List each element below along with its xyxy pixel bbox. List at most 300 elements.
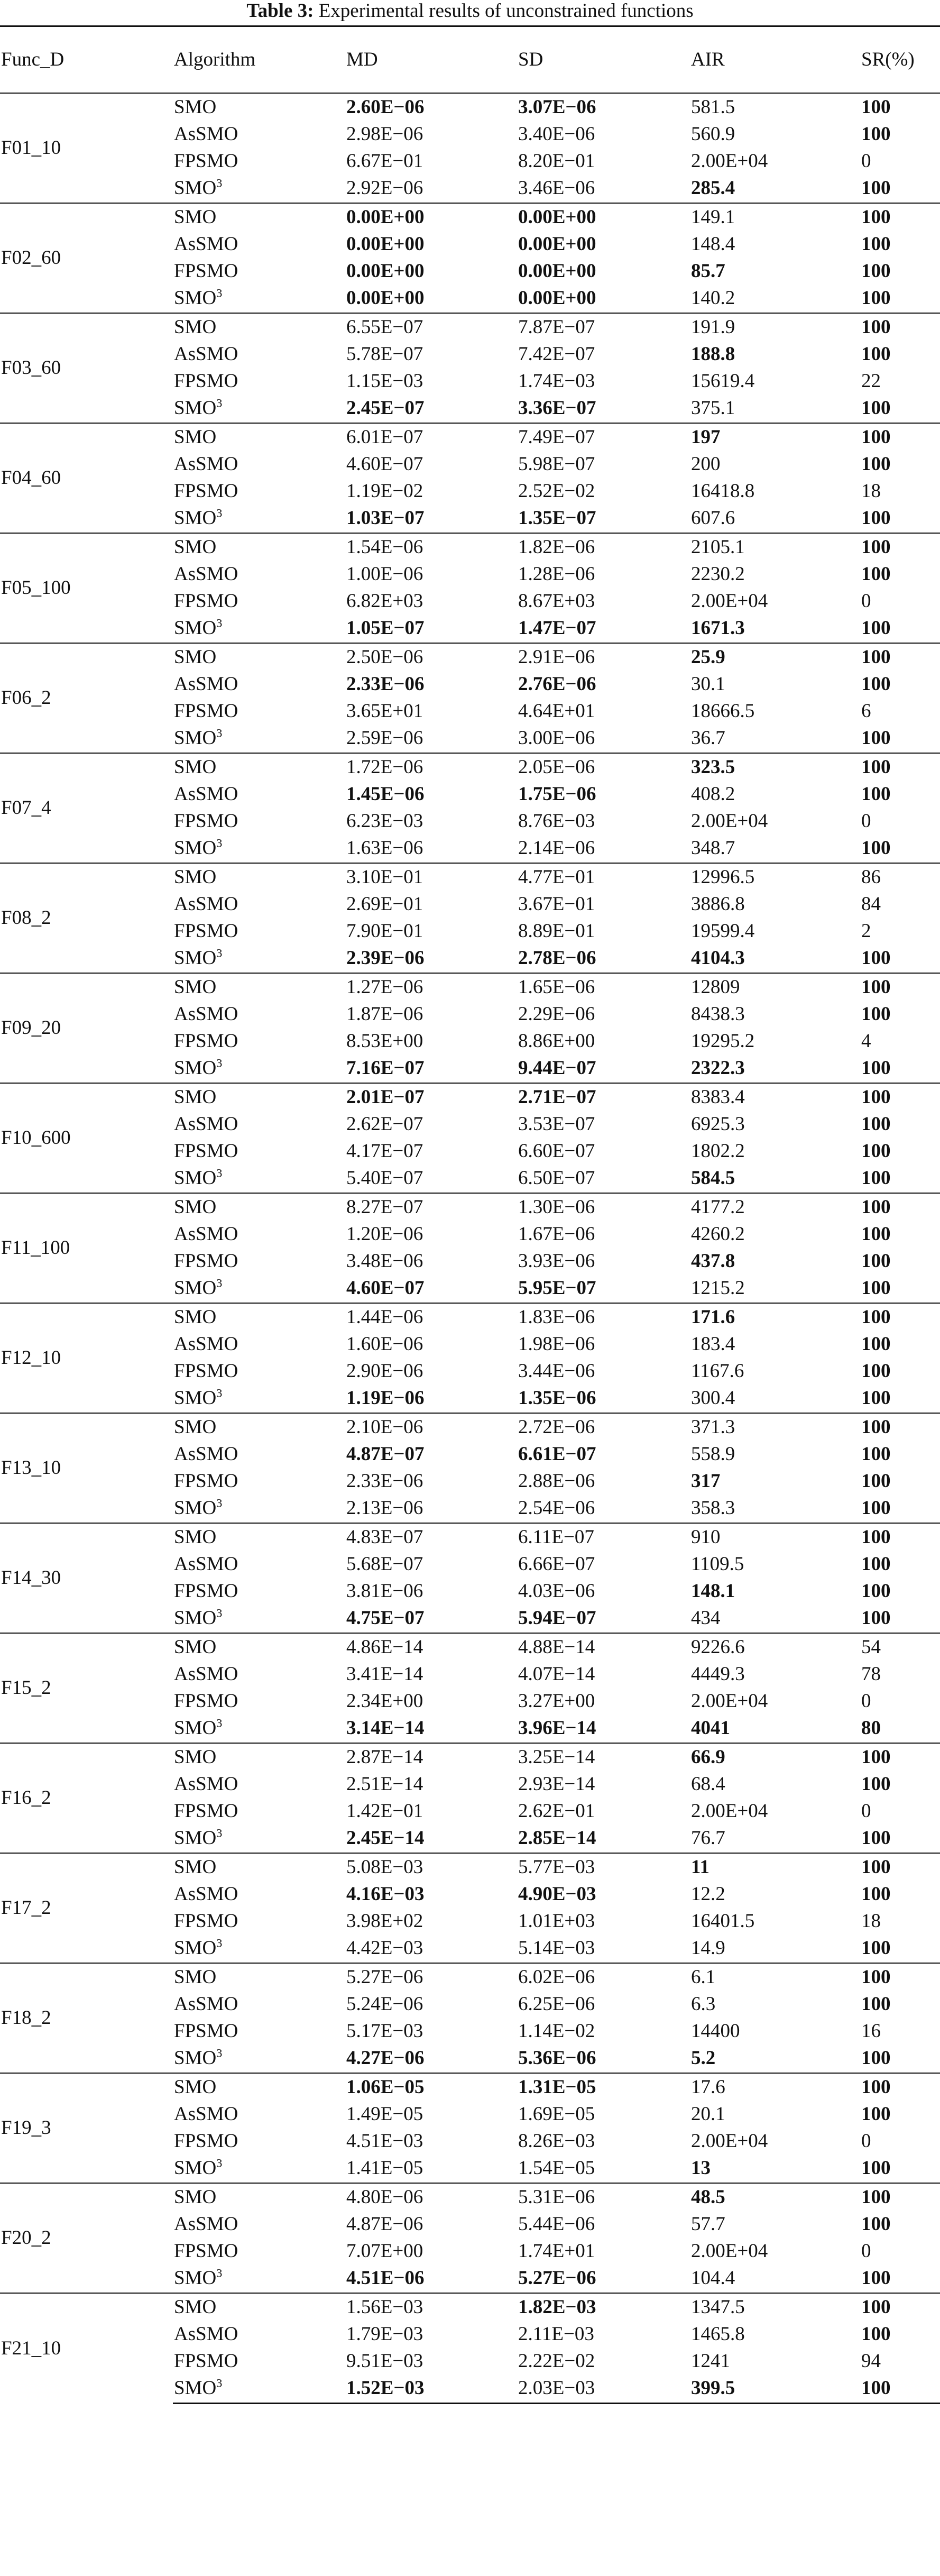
sd-cell: 2.88E−06 bbox=[518, 1470, 595, 1492]
md-cell: 1.42E−01 bbox=[346, 1800, 423, 1822]
sd-cell: 2.76E−06 bbox=[518, 673, 596, 695]
md-cell: 4.16E−03 bbox=[346, 1883, 425, 1905]
algorithm-cell: AsSMO bbox=[174, 1223, 238, 1245]
table-row bbox=[0, 2183, 940, 2211]
algorithm-superscript: 3 bbox=[216, 1056, 223, 1070]
md-cell: 3.41E−14 bbox=[346, 1663, 423, 1685]
sr-cell: 100 bbox=[861, 507, 891, 529]
algorithm-cell: FPSMO bbox=[174, 150, 238, 172]
md-cell: 4.87E−07 bbox=[346, 1443, 425, 1465]
md-cell: 5.08E−03 bbox=[345, 1853, 517, 1881]
air-cell: 104.4 bbox=[691, 2267, 735, 2289]
air-cell: 2.00E+04 bbox=[691, 1690, 768, 1712]
air-cell: 2230.2 bbox=[691, 563, 745, 585]
air-cell: 18666.5 bbox=[691, 700, 755, 722]
sd-cell: 7.49E−07 bbox=[517, 423, 690, 451]
md-cell: 7.90E−01 bbox=[346, 920, 423, 942]
sr-cell: 100 bbox=[861, 1167, 891, 1189]
md-cell: 4.86E−14 bbox=[345, 1633, 517, 1661]
air-cell: 197 bbox=[690, 423, 860, 451]
algorithm-cell: SMO bbox=[173, 753, 345, 781]
sd-cell: 0.00E+00 bbox=[518, 287, 596, 309]
sr-cell: 100 bbox=[860, 643, 940, 671]
sd-cell: 5.44E−06 bbox=[518, 2213, 595, 2235]
air-cell: 191.9 bbox=[690, 313, 860, 341]
algorithm-cell: AsSMO bbox=[174, 1443, 238, 1465]
md-cell: 2.39E−06 bbox=[346, 947, 425, 969]
table-row bbox=[0, 2293, 940, 2321]
md-cell: 6.55E−07 bbox=[345, 313, 517, 341]
func-cell: F12_10 bbox=[0, 1303, 173, 1413]
air-cell: 148.4 bbox=[691, 233, 735, 255]
md-cell: 1.19E−06 bbox=[346, 1387, 425, 1409]
air-cell: 300.4 bbox=[691, 1387, 735, 1409]
md-cell: 2.10E−06 bbox=[345, 1413, 517, 1441]
md-cell: 1.15E−03 bbox=[346, 370, 423, 392]
air-cell: 408.2 bbox=[691, 783, 735, 805]
sr-cell: 16 bbox=[861, 2020, 881, 2042]
md-cell: 4.83E−07 bbox=[345, 1523, 517, 1551]
sd-cell: 4.77E−01 bbox=[517, 863, 690, 891]
md-cell: 2.92E−06 bbox=[346, 177, 423, 199]
algorithm-cell: FPSMO bbox=[174, 810, 238, 832]
md-cell: 6.01E−07 bbox=[345, 423, 517, 451]
algorithm-cell: SMO$^3$ bbox=[174, 2156, 223, 2179]
md-cell: 7.07E+00 bbox=[346, 2240, 423, 2262]
md-cell: 2.01E−07 bbox=[345, 1083, 517, 1111]
algorithm-superscript: 3 bbox=[216, 1496, 223, 1510]
sd-cell: 3.25E−14 bbox=[517, 1743, 690, 1771]
air-cell: 76.7 bbox=[691, 1827, 725, 1849]
sr-cell: 0 bbox=[861, 810, 871, 832]
sd-cell: 0.00E+00 bbox=[518, 260, 596, 282]
func-cell: F05_100 bbox=[0, 533, 173, 643]
md-cell: 0.00E+00 bbox=[345, 203, 517, 231]
sr-cell: 100 bbox=[861, 1057, 891, 1079]
algorithm-superscript: 3 bbox=[216, 616, 223, 630]
sr-cell: 100 bbox=[861, 2267, 891, 2289]
algorithm-cell: SMO$^3$ bbox=[174, 1716, 223, 1739]
algorithm-superscript: 3 bbox=[216, 396, 223, 410]
md-cell: 5.27E−06 bbox=[345, 1963, 517, 1991]
air-cell: 581.5 bbox=[690, 93, 860, 121]
algorithm-cell: SMO$^3$ bbox=[174, 1496, 223, 1519]
sr-cell: 100 bbox=[861, 1140, 891, 1162]
sr-cell: 0 bbox=[861, 1800, 871, 1822]
sd-cell: 2.14E−06 bbox=[518, 837, 595, 859]
md-cell: 1.41E−05 bbox=[346, 2157, 423, 2179]
md-cell: 5.24E−06 bbox=[346, 1993, 423, 2015]
sd-cell: 1.28E−06 bbox=[518, 563, 595, 585]
air-cell: 4449.3 bbox=[691, 1663, 745, 1685]
func-cell: F21_10 bbox=[0, 2293, 173, 2404]
sd-cell: 3.53E−07 bbox=[518, 1113, 595, 1135]
algorithm-superscript: 3 bbox=[216, 1716, 223, 1730]
md-cell: 5.78E−07 bbox=[346, 343, 423, 365]
algorithm-cell: AsSMO bbox=[174, 1883, 238, 1905]
algorithm-cell: AsSMO bbox=[174, 343, 238, 365]
md-cell: 2.34E+00 bbox=[346, 1690, 423, 1712]
sr-cell: 100 bbox=[860, 1963, 940, 1991]
sr-cell: 0 bbox=[861, 1690, 871, 1712]
func-cell: F02_60 bbox=[0, 203, 173, 313]
algorithm-cell: FPSMO bbox=[174, 1800, 238, 1822]
algorithm-cell: SMO$^3$ bbox=[174, 836, 223, 859]
sd-cell: 2.93E−14 bbox=[518, 1773, 595, 1795]
algorithm-cell: AsSMO bbox=[174, 2323, 238, 2345]
sd-cell: 2.85E−14 bbox=[518, 1827, 596, 1849]
md-cell: 4.87E−06 bbox=[346, 2213, 423, 2235]
air-cell: 348.7 bbox=[691, 837, 735, 859]
md-cell: 2.45E−07 bbox=[346, 397, 425, 419]
air-cell: 148.1 bbox=[691, 1580, 735, 1602]
sr-cell: 100 bbox=[861, 2323, 891, 2345]
table-row bbox=[0, 533, 940, 561]
algorithm-cell: FPSMO bbox=[174, 1910, 238, 1932]
func-cell: F18_2 bbox=[0, 1963, 173, 2073]
table-row bbox=[0, 1083, 940, 1111]
sd-cell: 4.90E−03 bbox=[518, 1883, 596, 1905]
algorithm-cell: AsSMO bbox=[174, 893, 238, 915]
sd-cell: 3.44E−06 bbox=[518, 1360, 595, 1382]
sd-cell: 5.31E−06 bbox=[517, 2183, 690, 2211]
sr-cell: 22 bbox=[861, 370, 881, 392]
sd-cell: 2.78E−06 bbox=[518, 947, 596, 969]
air-cell: 6.3 bbox=[691, 1993, 716, 2015]
sd-cell: 1.83E−06 bbox=[517, 1303, 690, 1331]
air-cell: 36.7 bbox=[691, 727, 725, 749]
air-cell: 2322.3 bbox=[691, 1057, 745, 1079]
algorithm-cell: SMO bbox=[173, 1523, 345, 1551]
sr-cell: 100 bbox=[861, 837, 891, 859]
algorithm-cell: AsSMO bbox=[174, 2213, 238, 2235]
sr-cell: 100 bbox=[861, 343, 891, 365]
md-cell: 5.17E−03 bbox=[346, 2020, 423, 2042]
air-cell: 188.8 bbox=[691, 343, 735, 365]
sr-cell: 100 bbox=[860, 1523, 940, 1551]
algorithm-cell: SMO bbox=[173, 2073, 345, 2101]
header-air: AIR bbox=[690, 26, 860, 93]
md-cell: 2.69E−01 bbox=[346, 893, 423, 915]
algorithm-cell: SMO$^3$ bbox=[174, 176, 223, 199]
md-cell: 1.03E−07 bbox=[346, 507, 425, 529]
header-md: MD bbox=[345, 26, 517, 93]
sd-cell: 1.35E−06 bbox=[518, 1387, 596, 1409]
sd-cell: 1.65E−06 bbox=[517, 973, 690, 1001]
sr-cell: 100 bbox=[861, 397, 891, 419]
md-cell: 4.60E−07 bbox=[346, 1277, 425, 1299]
air-cell: 68.4 bbox=[691, 1773, 725, 1795]
table-row bbox=[0, 93, 940, 121]
md-cell: 1.87E−06 bbox=[346, 1003, 423, 1025]
func-cell: F17_2 bbox=[0, 1853, 173, 1963]
algorithm-superscript: 3 bbox=[216, 1936, 223, 1950]
md-cell: 1.44E−06 bbox=[345, 1303, 517, 1331]
sd-cell: 1.74E+01 bbox=[518, 2240, 595, 2262]
sr-cell: 100 bbox=[860, 1083, 940, 1111]
air-cell: 607.6 bbox=[691, 507, 735, 529]
sd-cell: 3.00E−06 bbox=[518, 727, 595, 749]
sr-cell: 100 bbox=[861, 617, 891, 639]
md-cell: 2.87E−14 bbox=[345, 1743, 517, 1771]
func-cell: F03_60 bbox=[0, 313, 173, 423]
algorithm-cell: FPSMO bbox=[174, 700, 238, 722]
sd-cell: 8.26E−03 bbox=[518, 2130, 595, 2152]
md-cell: 4.60E−07 bbox=[346, 453, 423, 475]
md-cell: 3.81E−06 bbox=[346, 1580, 423, 1602]
sr-cell: 100 bbox=[861, 453, 891, 475]
func-cell: F08_2 bbox=[0, 863, 173, 973]
algorithm-cell: FPSMO bbox=[174, 1250, 238, 1272]
md-cell: 8.53E+00 bbox=[346, 1030, 423, 1052]
sr-cell: 100 bbox=[861, 673, 891, 695]
algorithm-superscript: 3 bbox=[216, 726, 223, 740]
algorithm-cell: AsSMO bbox=[174, 1993, 238, 2015]
md-cell: 1.00E−06 bbox=[346, 563, 423, 585]
algorithm-cell: SMO$^3$ bbox=[174, 1606, 223, 1629]
sd-cell: 5.95E−07 bbox=[518, 1277, 596, 1299]
sr-cell: 18 bbox=[861, 480, 881, 502]
algorithm-cell: FPSMO bbox=[174, 1690, 238, 1712]
algorithm-superscript: 3 bbox=[216, 506, 223, 520]
md-cell: 5.40E−07 bbox=[346, 1167, 423, 1189]
algorithm-cell: AsSMO bbox=[174, 673, 238, 695]
sr-cell: 100 bbox=[861, 260, 891, 282]
sd-cell: 2.22E−02 bbox=[518, 2350, 595, 2372]
air-cell: 2.00E+04 bbox=[691, 590, 768, 612]
func-cell: F15_2 bbox=[0, 1633, 173, 1743]
func-cell: F01_10 bbox=[0, 93, 173, 203]
algorithm-cell: SMO bbox=[173, 313, 345, 341]
algorithm-cell: AsSMO bbox=[174, 233, 238, 255]
sr-cell: 0 bbox=[861, 150, 871, 172]
table-row bbox=[0, 643, 940, 671]
air-cell: 910 bbox=[690, 1523, 860, 1551]
sd-cell: 5.36E−06 bbox=[518, 2047, 596, 2069]
sd-cell: 2.29E−06 bbox=[518, 1003, 595, 1025]
sd-cell: 1.14E−02 bbox=[518, 2020, 595, 2042]
algorithm-superscript: 3 bbox=[216, 2046, 223, 2060]
sr-cell: 100 bbox=[860, 2293, 940, 2321]
sr-cell: 100 bbox=[860, 1853, 940, 1881]
sd-cell: 1.69E−05 bbox=[518, 2103, 595, 2125]
algorithm-cell: FPSMO bbox=[174, 370, 238, 392]
algorithm-cell: SMO$^3$ bbox=[174, 2266, 223, 2289]
sd-cell: 4.88E−14 bbox=[517, 1633, 690, 1661]
md-cell: 6.82E+03 bbox=[346, 590, 423, 612]
sd-cell: 9.44E−07 bbox=[518, 1057, 596, 1079]
sd-cell: 5.27E−06 bbox=[518, 2267, 596, 2289]
air-cell: 85.7 bbox=[691, 260, 725, 282]
md-cell: 1.60E−06 bbox=[346, 1333, 423, 1355]
air-cell: 12996.5 bbox=[690, 863, 860, 891]
algorithm-cell: FPSMO bbox=[174, 2350, 238, 2372]
sd-cell: 6.11E−07 bbox=[517, 1523, 690, 1551]
algorithm-cell: SMO$^3$ bbox=[174, 1166, 223, 1189]
md-cell: 2.33E−06 bbox=[346, 673, 425, 695]
air-cell: 19599.4 bbox=[691, 920, 755, 942]
sd-cell: 4.03E−06 bbox=[518, 1580, 595, 1602]
air-cell: 57.7 bbox=[691, 2213, 725, 2235]
sr-cell: 84 bbox=[861, 893, 881, 915]
algorithm-cell: SMO bbox=[173, 203, 345, 231]
algorithm-superscript: 3 bbox=[216, 946, 223, 960]
sr-cell: 100 bbox=[861, 1003, 891, 1025]
sr-cell: 100 bbox=[861, 1607, 891, 1629]
table-caption-label: Table 3: bbox=[246, 0, 314, 22]
md-cell: 1.63E−06 bbox=[346, 837, 423, 859]
algorithm-cell: AsSMO bbox=[174, 563, 238, 585]
sr-cell: 100 bbox=[861, 1993, 891, 2015]
air-cell: 200 bbox=[691, 453, 721, 475]
algorithm-cell: SMO bbox=[173, 1633, 345, 1661]
sr-cell: 100 bbox=[861, 287, 891, 309]
sd-cell: 3.36E−07 bbox=[518, 397, 596, 419]
algorithm-cell: SMO$^3$ bbox=[174, 1056, 223, 1079]
algorithm-superscript: 3 bbox=[216, 1606, 223, 1620]
air-cell: 1167.6 bbox=[691, 1360, 744, 1382]
air-cell: 9226.6 bbox=[690, 1633, 860, 1661]
air-cell: 323.5 bbox=[690, 753, 860, 781]
sr-cell: 94 bbox=[861, 2350, 881, 2372]
air-cell: 183.4 bbox=[691, 1333, 735, 1355]
sd-cell: 8.89E−01 bbox=[518, 920, 595, 942]
sr-cell: 100 bbox=[861, 947, 891, 969]
table-caption-text: Experimental results of unconstrained functions bbox=[318, 0, 694, 22]
air-cell: 4041 bbox=[691, 1717, 730, 1739]
sd-cell: 1.31E−05 bbox=[517, 2073, 690, 2101]
table-row bbox=[0, 1743, 940, 1771]
sr-cell: 100 bbox=[861, 123, 891, 145]
sr-cell: 100 bbox=[861, 1470, 891, 1492]
sd-cell: 7.87E−07 bbox=[517, 313, 690, 341]
air-cell: 399.5 bbox=[690, 2375, 860, 2404]
air-cell: 6.1 bbox=[690, 1963, 860, 1991]
sr-cell: 100 bbox=[860, 973, 940, 1001]
sr-cell: 100 bbox=[860, 2183, 940, 2211]
air-cell: 17.6 bbox=[690, 2073, 860, 2101]
algorithm-cell: SMO$^3$ bbox=[174, 1936, 223, 1959]
md-cell: 1.45E−06 bbox=[346, 783, 425, 805]
sr-cell: 100 bbox=[861, 783, 891, 805]
sr-cell: 100 bbox=[860, 533, 940, 561]
sd-cell: 5.14E−03 bbox=[518, 1937, 595, 1959]
algorithm-cell: FPSMO bbox=[174, 260, 238, 282]
algorithm-cell: SMO bbox=[173, 863, 345, 891]
air-cell: 285.4 bbox=[691, 177, 735, 199]
algorithm-cell: SMO$^3$ bbox=[174, 1386, 223, 1409]
algorithm-cell: FPSMO bbox=[174, 2130, 238, 2152]
sr-cell: 80 bbox=[861, 1717, 881, 1739]
md-cell: 2.33E−06 bbox=[346, 1470, 423, 1492]
md-cell: 1.79E−03 bbox=[346, 2323, 423, 2345]
air-cell: 12809 bbox=[690, 973, 860, 1001]
sr-cell: 100 bbox=[860, 1413, 940, 1441]
sr-cell: 100 bbox=[861, 2157, 891, 2179]
sd-cell: 2.72E−06 bbox=[517, 1413, 690, 1441]
md-cell: 2.60E−06 bbox=[345, 93, 517, 121]
algorithm-cell: FPSMO bbox=[174, 1140, 238, 1162]
air-cell: 25.9 bbox=[690, 643, 860, 671]
sr-cell: 100 bbox=[861, 1223, 891, 1245]
md-cell: 1.49E−05 bbox=[346, 2103, 423, 2125]
func-cell: F09_20 bbox=[0, 973, 173, 1083]
algorithm-cell: FPSMO bbox=[174, 2020, 238, 2042]
air-cell: 19295.2 bbox=[691, 1030, 755, 1052]
algorithm-cell: AsSMO bbox=[174, 453, 238, 475]
algorithm-cell: SMO$^3$ bbox=[174, 946, 223, 969]
table-row bbox=[0, 1193, 940, 1221]
md-cell: 2.59E−06 bbox=[346, 727, 423, 749]
algorithm-cell: FPSMO bbox=[174, 480, 238, 502]
air-cell: 5.2 bbox=[691, 2047, 716, 2069]
func-cell: F11_100 bbox=[0, 1193, 173, 1303]
algorithm-superscript: 3 bbox=[216, 2376, 223, 2390]
sd-cell: 3.96E−14 bbox=[518, 1717, 596, 1739]
sd-cell: 5.98E−07 bbox=[518, 453, 595, 475]
md-cell: 1.06E−05 bbox=[345, 2073, 517, 2101]
sr-cell: 100 bbox=[861, 727, 891, 749]
sd-cell: 2.71E−07 bbox=[517, 1083, 690, 1111]
sd-cell: 2.05E−06 bbox=[517, 753, 690, 781]
air-cell: 6925.3 bbox=[691, 1113, 745, 1135]
algorithm-cell: AsSMO bbox=[174, 1113, 238, 1135]
sr-cell: 0 bbox=[861, 590, 871, 612]
sd-cell: 0.00E+00 bbox=[517, 203, 690, 231]
md-cell: 6.23E−03 bbox=[346, 810, 423, 832]
md-cell: 9.51E−03 bbox=[346, 2350, 423, 2372]
header-algorithm: Algorithm bbox=[173, 26, 345, 93]
md-cell: 4.51E−06 bbox=[346, 2267, 425, 2289]
md-cell: 4.17E−07 bbox=[346, 1140, 423, 1162]
sr-cell: 100 bbox=[860, 93, 940, 121]
md-cell: 3.10E−01 bbox=[345, 863, 517, 891]
md-cell: 1.56E−03 bbox=[345, 2293, 517, 2321]
md-cell: 2.13E−06 bbox=[346, 1497, 423, 1519]
sr-cell: 100 bbox=[861, 1250, 891, 1272]
md-cell: 1.19E−02 bbox=[346, 480, 423, 502]
sd-cell: 1.98E−06 bbox=[518, 1333, 595, 1355]
sd-cell: 4.07E−14 bbox=[518, 1663, 595, 1685]
md-cell: 2.90E−06 bbox=[346, 1360, 423, 1382]
algorithm-cell: SMO$^3$ bbox=[174, 616, 223, 639]
sd-cell: 2.52E−02 bbox=[518, 480, 595, 502]
md-cell: 2.51E−14 bbox=[346, 1773, 423, 1795]
md-cell: 2.98E−06 bbox=[346, 123, 423, 145]
algorithm-cell: SMO bbox=[173, 1303, 345, 1331]
algorithm-cell: SMO bbox=[173, 643, 345, 671]
algorithm-cell: SMO$^3$ bbox=[173, 2375, 345, 2404]
air-cell: 4177.2 bbox=[690, 1193, 860, 1221]
algorithm-cell: SMO$^3$ bbox=[174, 2046, 223, 2069]
air-cell: 437.8 bbox=[691, 1250, 735, 1272]
sr-cell: 100 bbox=[861, 563, 891, 585]
table-row bbox=[0, 423, 940, 451]
algorithm-cell: SMO bbox=[173, 2183, 345, 2211]
md-cell: 1.20E−06 bbox=[346, 1223, 423, 1245]
algorithm-cell: SMO bbox=[173, 1193, 345, 1221]
air-cell: 375.1 bbox=[691, 397, 735, 419]
air-cell: 560.9 bbox=[691, 123, 735, 145]
algorithm-cell: SMO$^3$ bbox=[174, 506, 223, 529]
sd-cell: 6.61E−07 bbox=[518, 1443, 596, 1465]
func-cell: F20_2 bbox=[0, 2183, 173, 2293]
sr-cell: 4 bbox=[861, 1030, 871, 1052]
sd-cell: 6.25E−06 bbox=[518, 1993, 595, 2015]
table-caption bbox=[0, 0, 940, 22]
func-cell: F13_10 bbox=[0, 1413, 173, 1523]
sr-cell: 100 bbox=[861, 1553, 891, 1575]
